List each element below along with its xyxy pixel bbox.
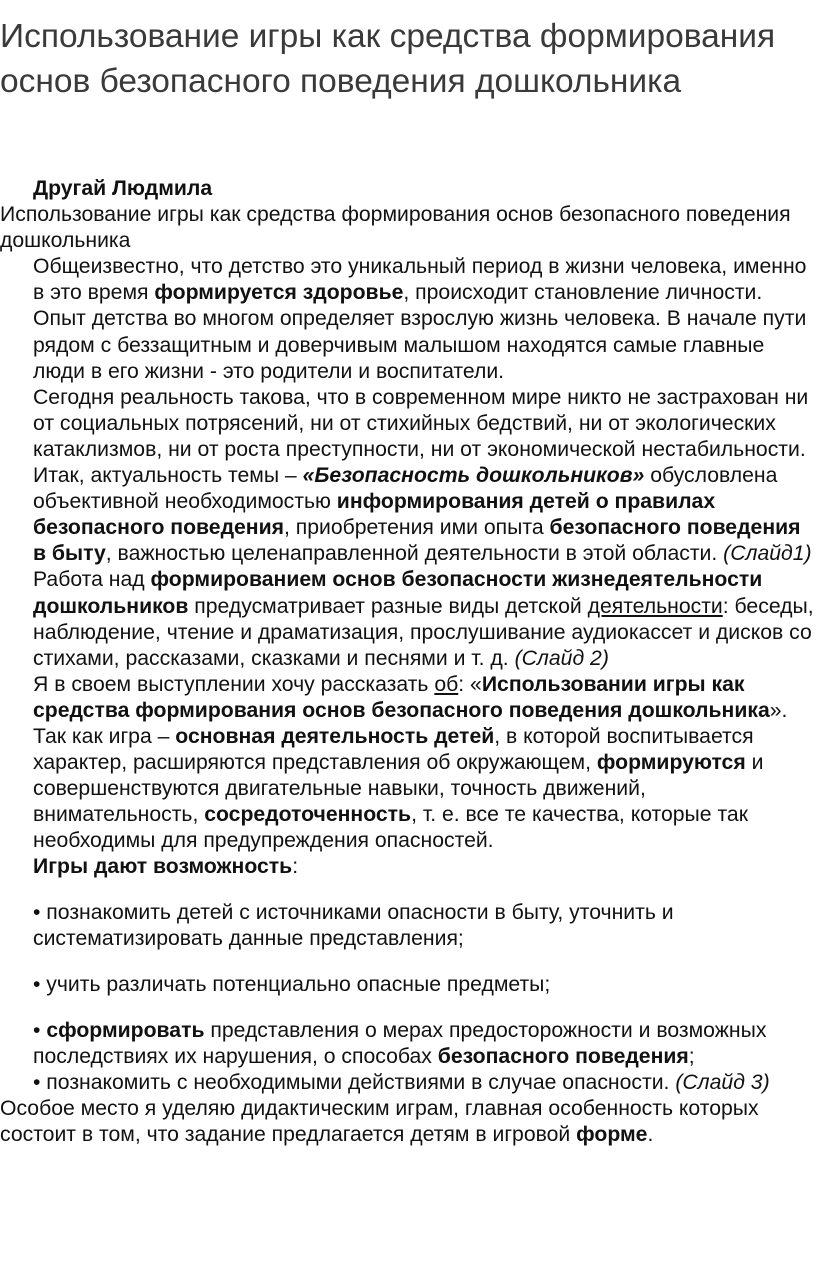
subtitle: Использование игры как средства формирования основ безопасного поведения дошкольника <box>0 203 791 253</box>
author-name-text: Другай Людмила <box>33 177 213 200</box>
page-title: Использование игры как средства формирования основ безопасного поведения дошкольника <box>0 18 776 100</box>
bullet-item-2: • учить различать потенциально опасные предметы; <box>33 972 551 996</box>
paragraph-2: Сегодня реальность такова, что в современном мире никто не застрахован ни от социальных потрясений, ни от стихийных бедствий, ни от экологических катаклизмов, ни от роста преступности, ни от экономической нестабильности. Итак, актуальность темы – «Безопасность дошкольников» обусловлена объективной необходимостью информирования детей о правилах безопасного поведения, приобретения ими опыта безопасного поведения в быту, важностью целенаправленной деятельности в этой области. (Слайд1) <box>33 385 812 566</box>
bullet-item-3: • сформировать представления о мерах предосторожности и возможных последствиях их нарушения, о способах безопасного поведения; <box>33 1018 767 1068</box>
paragraph-5: Так как игра – основная деятельность детей, в которой воспитывается характер, расширяются представления об окружающем, формируются и совершенствуются двигательные навыки, точность движений, внимательность, сосредоточенность, т. е. все те качества, которые так необходимы для предупреждения опасностей. <box>33 724 764 853</box>
paragraph-7: Особое место я уделяю дидактическим играм, главная особенность которых состоит в том, что задание предлагается детям в игровой форме. <box>0 1097 759 1147</box>
paragraph-6: Игры дают возможность: <box>33 855 299 879</box>
bullet-item-1: • познакомить детей с источниками опасности в быту, уточнить и систематизировать данные представления; <box>33 900 674 950</box>
slide-ref-3: (Слайд 3) <box>675 1071 770 1094</box>
document-body <box>0 176 814 1148</box>
slide-ref-1: (Слайд1) <box>723 542 812 566</box>
paragraph-1: Общеизвестно, что детство это уникальный период в жизни человека, именно в это время формируется здоровье, происходит становление личности. Опыт детства во многом определяет взрослую жизнь человека. В начале пути рядом с беззащитным и доверчивым малышом находятся самые главные люди в его жизни - это родители и воспитатели. <box>33 255 807 383</box>
paragraph-3: Работа над формированием основ безопасности жизнедеятельности дошкольников предусматривает разные виды детской деятельности: беседы, наблюдение, чтение и драматизация, прослушивание аудиокассет и дисков со стихами, рассказами, сказками и песнями и т. д. (Слайд 2) <box>33 568 814 670</box>
slide-ref-2: (Слайд 2) <box>514 646 609 670</box>
author-name <box>0 176 814 202</box>
bullet-item-4: • познакомить с необходимыми действиями в случае опасности. (Слайд 3) <box>33 1071 770 1094</box>
paragraph-4: Я в своем выступлении хочу рассказать об: «Использовании игры как средства формирования основ безопасного поведения дошкольника». <box>33 672 788 722</box>
underlined-term: деятельности <box>587 594 723 618</box>
